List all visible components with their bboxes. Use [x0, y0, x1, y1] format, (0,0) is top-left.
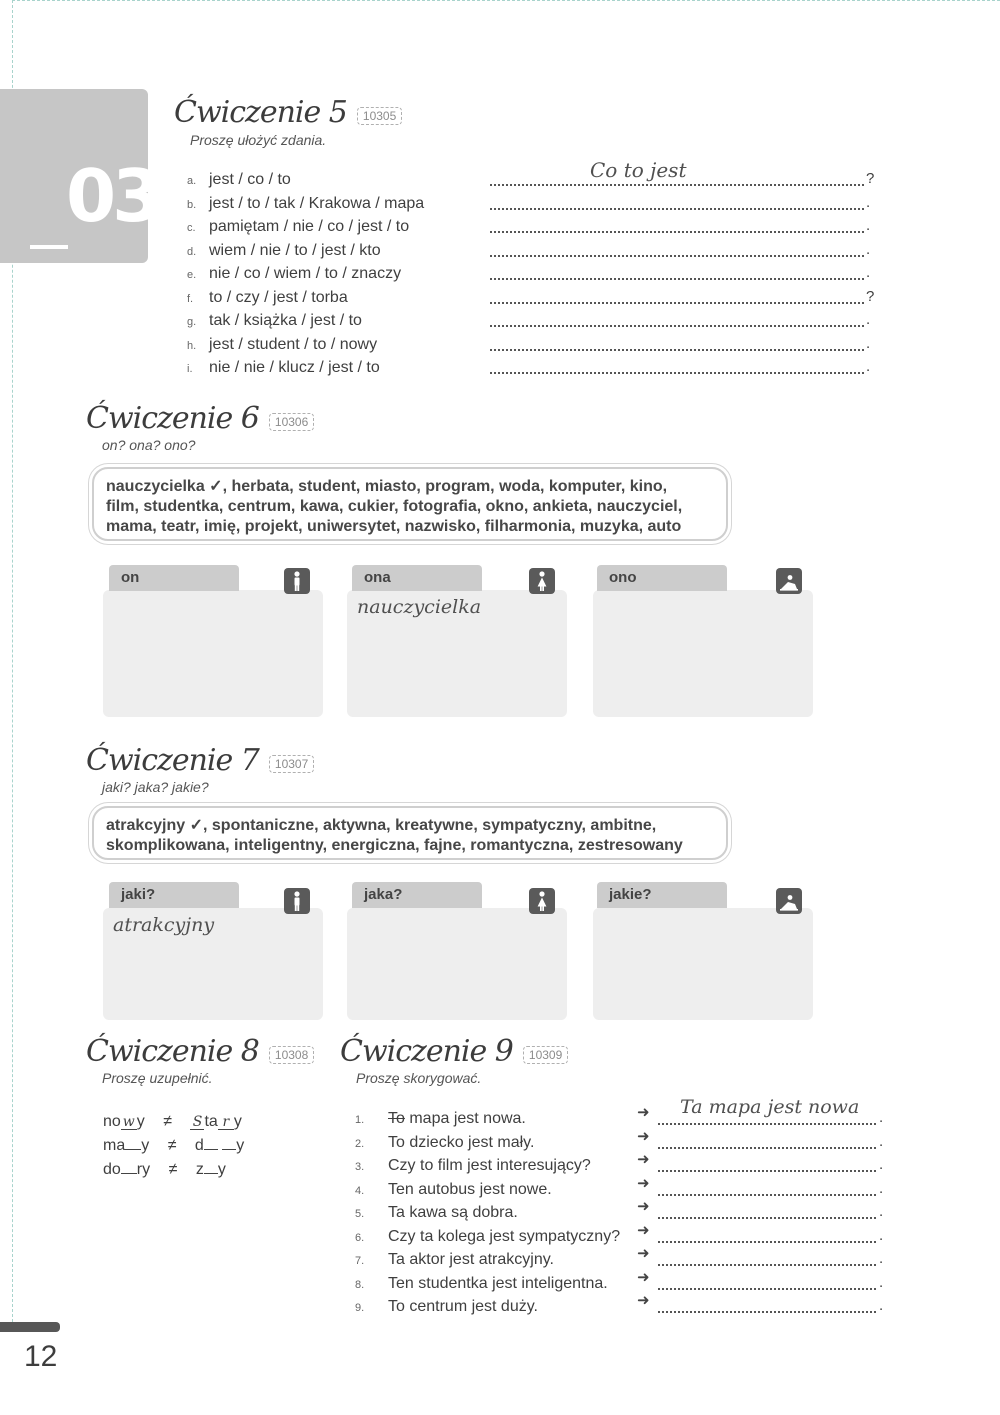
- ex5-title: Ćwiczenie 5: [174, 95, 347, 130]
- ex9-answer-line[interactable]: [658, 1311, 876, 1313]
- ex9-end-punct: .: [879, 1156, 884, 1173]
- chapter-number: 03: [66, 154, 159, 238]
- ex9-item-sentence: To centrum jest duży.: [388, 1298, 538, 1315]
- ex7-category-box[interactable]: [593, 908, 813, 1020]
- ex5-item-letter: h.: [187, 339, 197, 352]
- arrow-right-icon: ➜: [637, 1245, 650, 1262]
- ex7-word-line: skomplikowana, inteligentny, energiczna, fajne, romantyczna, zestresowany: [106, 837, 683, 854]
- ex9-handwritten-answer: Ta mapa jest nowa: [680, 1096, 860, 1118]
- ex8-fragment: ma: [103, 1137, 126, 1154]
- ex8-blank[interactable]: [204, 1149, 218, 1150]
- ex9-item: [355, 1135, 534, 1151]
- ex6-category-label: ona: [352, 565, 482, 591]
- ex5-item: [187, 290, 348, 306]
- ex5-item-words: nie / co / wiem / to / znaczy: [209, 265, 402, 282]
- ex5-item-words: nie / nie / klucz / jest / to: [209, 359, 380, 376]
- ex8-fragment: y: [236, 1137, 245, 1154]
- ex6-category-label: ono: [597, 565, 727, 591]
- ex9-instruction: Proszę skorygować.: [356, 1070, 482, 1086]
- ex5-end-punct: ?: [866, 287, 875, 305]
- page-number: 12: [24, 1340, 58, 1373]
- ex5-item-letter: a.: [187, 175, 197, 187]
- ex8-fragment: do: [103, 1161, 121, 1178]
- ex8-header: [86, 1034, 314, 1069]
- ex6-category-box[interactable]: [593, 590, 813, 717]
- ex5-answer-line[interactable]: [490, 325, 864, 327]
- ex5-end-punct: .: [866, 264, 871, 281]
- arrow-right-icon: ➜: [637, 1174, 650, 1192]
- ex9-answer-line[interactable]: [658, 1194, 876, 1196]
- ex9-item-sentence: To dziecko jest mały.: [388, 1133, 535, 1151]
- ex5-answer-line[interactable]: [490, 302, 864, 304]
- ex5-answer-line[interactable]: [490, 255, 864, 257]
- ex9-item-sentence: Czy to film jest interesujący?: [388, 1157, 591, 1174]
- ex9-item-sentence: Ta aktor jest atrakcyjny.: [388, 1251, 554, 1268]
- ex9-end-punct: .: [879, 1226, 884, 1244]
- ex5-item-letter: c.: [187, 222, 196, 234]
- ex5-item-letter: d.: [187, 245, 197, 258]
- ex8-instruction: Proszę uzupełnić.: [102, 1070, 213, 1086]
- arrow-right-icon: ➜: [637, 1151, 650, 1168]
- ex5-handwritten-answer: Co to jest: [590, 158, 687, 182]
- ex5-answer-line[interactable]: [490, 208, 864, 210]
- ex5-item-words: jest / to / tak / Krakowa / mapa: [209, 194, 425, 212]
- ex7-header: [86, 743, 314, 778]
- ex9-end-punct: .: [879, 1273, 884, 1291]
- ex8-fragment: y: [217, 1161, 226, 1178]
- ex5-item: [187, 172, 291, 188]
- ex5-end-punct: .: [866, 311, 871, 328]
- woman-icon: [529, 568, 555, 594]
- ex9-end-punct: .: [879, 1179, 884, 1197]
- ex9-header: [340, 1034, 568, 1069]
- ex7-word-line: atrakcyjny ✓, spontaniczne, aktywna, kreatywne, sympatyczny, ambitne,: [106, 817, 657, 834]
- ex6-category-label: on: [109, 565, 239, 591]
- arrow-right-icon: ➜: [637, 1268, 650, 1286]
- ex9-answer-line[interactable]: [658, 1170, 876, 1172]
- ex8-answer: r: [218, 1115, 234, 1130]
- ex9-item-sentence: Ten studentka jest inteligentna.: [388, 1274, 608, 1292]
- ex5-item: [187, 313, 362, 329]
- ex9-item: [355, 1182, 552, 1198]
- ex5-item: [187, 196, 424, 212]
- woman-icon: [529, 888, 555, 914]
- ex7-instruction: jaki? jaka? jakie?: [102, 779, 209, 795]
- child-icon: [776, 888, 802, 914]
- ex5-item: [187, 337, 377, 353]
- ex9-item-number: 2.: [355, 1137, 365, 1150]
- ex8-answer: w: [121, 1115, 137, 1130]
- man-icon: [284, 568, 310, 594]
- ex9-item-sentence: mapa jest nowa.: [404, 1110, 526, 1127]
- ex8-row-2: [103, 1138, 244, 1154]
- ex5-item-words: pamiętam / nie / co / jest / to: [209, 218, 410, 235]
- ex9-item-number: 6.: [355, 1231, 365, 1244]
- ex5-item-letter: e.: [187, 269, 197, 281]
- ex9-title: Ćwiczenie 9: [340, 1034, 513, 1069]
- ex9-item-number: 3.: [355, 1161, 365, 1173]
- ex5-item-letter: f.: [187, 292, 194, 305]
- ex5-item: [187, 360, 380, 376]
- ex9-item-number: 4.: [355, 1184, 365, 1197]
- ex9-item: [355, 1111, 526, 1127]
- ex8-blank[interactable]: [125, 1149, 141, 1150]
- ex9-code: 10309: [523, 1046, 568, 1064]
- arrow-right-icon: ➜: [637, 1127, 650, 1145]
- ex9-answer-line[interactable]: [658, 1264, 876, 1266]
- ex5-end-punct: .: [866, 240, 871, 258]
- arrow-right-icon: ➜: [637, 1221, 650, 1239]
- ex9-end-punct: .: [879, 1109, 884, 1126]
- ex9-item-number: 9.: [355, 1302, 365, 1314]
- ex5-end-punct: .: [866, 217, 871, 234]
- ex7-word-bank: [92, 806, 728, 860]
- ex8-code: 10308: [269, 1046, 314, 1064]
- ex7-handwritten-example: atrakcyjny: [113, 914, 215, 936]
- ex8-row-3: [103, 1162, 226, 1178]
- ex6-word-bank: [92, 467, 728, 541]
- arrow-right-icon: ➜: [637, 1104, 650, 1121]
- ex9-item: [355, 1252, 554, 1268]
- page-border-top: [12, 0, 1000, 1]
- ex7-category-label: jaki?: [109, 882, 239, 908]
- ex9-struck-word: To: [388, 1110, 405, 1127]
- ex9-end-punct: .: [879, 1297, 884, 1314]
- ex8-title: Ćwiczenie 8: [86, 1034, 259, 1069]
- ex5-code: 10305: [357, 107, 402, 125]
- ex9-item: [355, 1158, 591, 1174]
- ex8-fragment: z: [195, 1161, 204, 1178]
- ex9-end-punct: .: [879, 1203, 884, 1220]
- not-equal-sign: ≠: [168, 1161, 178, 1178]
- ex6-instruction: on? ona? ono?: [102, 437, 196, 453]
- ex8-fragment: ta: [204, 1113, 218, 1130]
- ex5-answer-line[interactable]: [490, 372, 864, 374]
- ex6-word-line: mama, teatr, imię, projekt, uniwersytet, nazwisko, filharmonia, muzyka, auto: [106, 518, 682, 535]
- ex5-end-punct: .: [866, 358, 871, 375]
- ex5-answer-line[interactable]: [490, 231, 864, 233]
- ex8-row-1: [103, 1114, 242, 1130]
- ex6-code: 10306: [269, 413, 314, 431]
- ex5-answer-line[interactable]: [490, 349, 864, 351]
- ex9-item: [355, 1229, 620, 1245]
- ex9-item: [355, 1299, 538, 1315]
- ex9-answer-line[interactable]: [658, 1241, 876, 1243]
- ex8-fragment: y: [233, 1113, 242, 1130]
- ex9-item: [355, 1205, 518, 1221]
- arrow-right-icon: ➜: [637, 1292, 650, 1309]
- ex9-item-number: 7.: [355, 1255, 365, 1267]
- ex8-blank[interactable]: [121, 1173, 137, 1174]
- ex9-end-punct: .: [879, 1132, 884, 1150]
- page-number-bar: [0, 1322, 60, 1332]
- ex8-fragment: ry: [136, 1161, 151, 1178]
- ex5-end-punct: .: [866, 193, 871, 211]
- ex5-item-words: to / czy / jest / torba: [209, 288, 348, 306]
- ex6-word-line: film, studentka, centrum, kawa, cukier, fotografia, okno, ankieta, nauczyciel,: [106, 498, 683, 515]
- ex7-category-box[interactable]: [347, 908, 567, 1020]
- not-equal-sign: ≠: [167, 1137, 177, 1154]
- ex9-item-sentence: Ta kawa są dobra.: [388, 1204, 518, 1221]
- ex5-instruction: Proszę ułożyć zdania.: [190, 132, 327, 148]
- ex5-header: [174, 95, 402, 130]
- ex5-item: [187, 219, 409, 235]
- ex5-item: [187, 243, 381, 259]
- not-equal-sign: ≠: [163, 1113, 173, 1130]
- ex5-item: [187, 266, 401, 282]
- ex9-item: [355, 1276, 608, 1292]
- ex8-fragment: no: [103, 1113, 121, 1130]
- ex6-word-line: nauczycielka ✓, herbata, student, miasto, program, woda, komputer, kino,: [106, 478, 668, 495]
- ex5-item-words: tak / książka / jest / to: [209, 312, 362, 329]
- ex6-category-box[interactable]: [103, 590, 323, 717]
- ex9-answer-line[interactable]: [658, 1288, 876, 1290]
- ex5-end-punct: .: [866, 334, 871, 352]
- ex5-item-letter: g.: [187, 316, 197, 328]
- ex7-code: 10307: [269, 755, 314, 773]
- ex5-item-words: jest / student / to / nowy: [209, 335, 378, 353]
- ex6-handwritten-example: nauczycielka: [357, 596, 482, 618]
- ex5-item-letter: i.: [187, 363, 193, 375]
- ex5-item-words: wiem / nie / to / jest / kto: [209, 241, 381, 259]
- man-icon: [284, 888, 310, 914]
- ex5-end-punct: ?: [866, 170, 875, 187]
- chapter-bar: [30, 245, 68, 249]
- ex9-item-number: 1.: [355, 1114, 365, 1126]
- ex8-answer: S: [190, 1115, 204, 1130]
- ex8-blank[interactable]: [222, 1149, 236, 1150]
- child-icon: [776, 568, 802, 594]
- ex7-title: Ćwiczenie 7: [86, 743, 259, 778]
- ex9-answer-line[interactable]: [658, 1217, 876, 1219]
- ex7-category-label: jakie?: [597, 882, 727, 908]
- ex5-answer-line[interactable]: [490, 184, 864, 186]
- ex9-item-sentence: Ten autobus jest nowe.: [388, 1180, 552, 1198]
- ex9-answer-line[interactable]: [658, 1147, 876, 1149]
- ex9-item-number: 5.: [355, 1208, 365, 1220]
- ex6-header: [86, 401, 314, 436]
- ex6-title: Ćwiczenie 6: [86, 401, 259, 436]
- ex5-item-letter: b.: [187, 198, 197, 211]
- ex8-fragment: y: [141, 1137, 150, 1154]
- ex5-answer-line[interactable]: [490, 278, 864, 280]
- ex8-fragment: d: [194, 1137, 204, 1154]
- arrow-right-icon: ➜: [637, 1198, 650, 1215]
- ex9-item-sentence: Czy ta kolega jest sympatyczny?: [388, 1227, 621, 1245]
- ex7-category-label: jaka?: [352, 882, 482, 908]
- ex9-answer-line[interactable]: [658, 1123, 876, 1125]
- ex9-item-number: 8.: [355, 1278, 365, 1291]
- ex8-fragment: y: [136, 1113, 145, 1130]
- ex5-item-words: jest / co / to: [209, 171, 291, 188]
- ex9-end-punct: .: [879, 1250, 884, 1267]
- ex8-blank[interactable]: [204, 1173, 218, 1174]
